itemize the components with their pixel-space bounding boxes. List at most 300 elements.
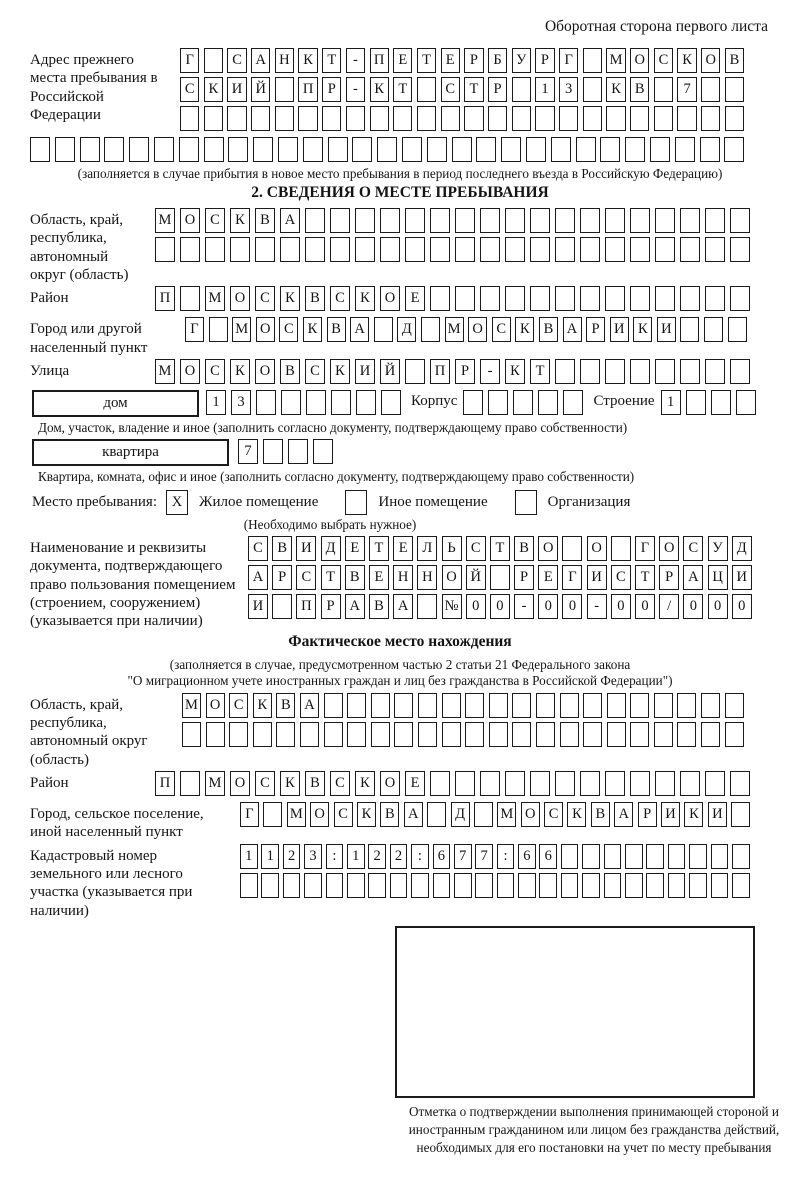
char-box xyxy=(455,771,475,796)
char-box: П xyxy=(155,286,175,311)
actual-city-label-text: Город, сельское поселение, иной населенный пункт xyxy=(30,806,204,841)
char-box xyxy=(480,286,500,311)
char-box: 7 xyxy=(238,439,258,464)
char-box: Е xyxy=(441,48,460,73)
char-box xyxy=(518,873,536,898)
char-box xyxy=(442,693,461,718)
char-box xyxy=(179,137,199,162)
char-box xyxy=(253,137,273,162)
char-box: Л xyxy=(417,536,437,561)
char-box: М xyxy=(497,802,516,827)
char-box: И xyxy=(708,802,727,827)
char-box xyxy=(561,844,579,869)
char-box: А xyxy=(563,317,582,342)
char-box xyxy=(724,137,744,162)
char-box xyxy=(322,106,341,131)
apartment-label-box xyxy=(32,439,229,466)
document-row-3 xyxy=(248,594,756,619)
char-box: М xyxy=(182,693,201,718)
char-box: Р xyxy=(659,565,679,590)
char-box: Т xyxy=(464,77,483,102)
char-box xyxy=(283,873,301,898)
actual-region-grid xyxy=(182,693,748,751)
char-box: К xyxy=(230,359,250,384)
char-box xyxy=(490,565,510,590)
char-box xyxy=(427,802,446,827)
char-box: С xyxy=(330,771,350,796)
char-box: С xyxy=(492,317,511,342)
char-box xyxy=(505,237,525,262)
char-box: К xyxy=(677,48,696,73)
actual-region-label-text: Область, край, республика, автономный округ (область) xyxy=(30,696,148,768)
char-box xyxy=(251,106,270,131)
char-box xyxy=(705,286,725,311)
char-box: О xyxy=(206,693,225,718)
char-box: Р xyxy=(321,594,341,619)
char-box: 6 xyxy=(433,844,451,869)
house-row xyxy=(32,390,770,417)
char-box: И xyxy=(661,802,680,827)
char-box: 0 xyxy=(732,594,752,619)
char-box: 7 xyxy=(677,77,696,102)
char-box xyxy=(512,106,531,131)
char-box: Г xyxy=(635,536,655,561)
char-box xyxy=(393,106,412,131)
char-box xyxy=(562,536,582,561)
char-box: О xyxy=(538,536,558,561)
actual-region-row-1 xyxy=(182,693,748,718)
char-box: 6 xyxy=(518,844,536,869)
char-box xyxy=(352,137,372,162)
char-box xyxy=(736,390,756,415)
char-box xyxy=(465,722,484,747)
char-box: И xyxy=(296,536,316,561)
char-box xyxy=(677,722,696,747)
char-box xyxy=(480,771,500,796)
char-box: К xyxy=(567,802,586,827)
prev-address-row-2 xyxy=(180,77,749,102)
char-box xyxy=(347,873,365,898)
char-box xyxy=(154,137,174,162)
char-box: : xyxy=(411,844,429,869)
stamp-note: Отметка о подтверждении выполнения принимающей стороной и иностранным гражданином или лицом без гражданства действий, необходимых для его постановки на учет по месту пребывания xyxy=(408,1103,780,1155)
char-box xyxy=(480,208,500,233)
char-box xyxy=(680,771,700,796)
prev-address-label xyxy=(30,48,180,124)
char-box xyxy=(489,722,508,747)
char-box xyxy=(394,722,413,747)
char-box: Р xyxy=(535,48,554,73)
char-box: С xyxy=(205,359,225,384)
char-box xyxy=(711,873,729,898)
char-box: Ц xyxy=(708,565,728,590)
char-box xyxy=(255,237,275,262)
char-box xyxy=(730,237,750,262)
char-box xyxy=(654,77,673,102)
char-box xyxy=(705,208,725,233)
char-box xyxy=(668,844,686,869)
char-box: Е xyxy=(369,565,389,590)
stay-checkbox-residential: X xyxy=(166,490,188,515)
char-box xyxy=(370,106,389,131)
char-box xyxy=(505,286,525,311)
char-box xyxy=(677,693,696,718)
char-box xyxy=(304,873,322,898)
char-box xyxy=(405,359,425,384)
char-box: Т xyxy=(417,48,436,73)
char-box: К xyxy=(280,286,300,311)
char-box xyxy=(728,317,747,342)
prev-address-field xyxy=(30,48,770,135)
char-box xyxy=(280,237,300,262)
char-box: 2 xyxy=(368,844,386,869)
cadastre-grid xyxy=(240,844,753,902)
char-box: Р xyxy=(322,77,341,102)
char-box: Р xyxy=(464,48,483,73)
char-box xyxy=(300,722,319,747)
char-box xyxy=(306,390,326,415)
char-box: А xyxy=(345,594,365,619)
char-box: В xyxy=(514,536,534,561)
char-box: М xyxy=(155,359,175,384)
char-box xyxy=(390,873,408,898)
char-box xyxy=(704,317,723,342)
char-box xyxy=(205,237,225,262)
char-box xyxy=(488,390,508,415)
char-box xyxy=(230,237,250,262)
char-box: Н xyxy=(417,565,437,590)
char-box xyxy=(725,722,744,747)
char-box xyxy=(182,722,201,747)
char-box xyxy=(539,873,557,898)
char-box: П xyxy=(296,594,316,619)
char-box xyxy=(680,286,700,311)
char-box: К xyxy=(355,286,375,311)
char-box: Р xyxy=(514,565,534,590)
char-box: Е xyxy=(345,536,365,561)
char-box: У xyxy=(708,536,728,561)
char-box xyxy=(611,536,631,561)
house-note: Дом, участок, владение и иное (заполнить согласно документу, подтверждающему право собственности) xyxy=(38,419,628,435)
char-box xyxy=(563,390,583,415)
char-box xyxy=(730,208,750,233)
char-box xyxy=(725,77,744,102)
char-box xyxy=(580,359,600,384)
char-box: С xyxy=(654,48,673,73)
char-box xyxy=(417,594,437,619)
char-box: О xyxy=(255,359,275,384)
char-box xyxy=(377,137,397,162)
char-box xyxy=(700,137,720,162)
char-box: В xyxy=(725,48,744,73)
char-box xyxy=(278,137,298,162)
char-box: 1 xyxy=(347,844,365,869)
city-label xyxy=(30,317,185,357)
char-box xyxy=(313,439,333,464)
char-box xyxy=(701,77,720,102)
char-box xyxy=(430,208,450,233)
char-box: Г xyxy=(240,802,259,827)
char-box: Д xyxy=(732,536,752,561)
char-box xyxy=(600,137,620,162)
char-box xyxy=(606,106,625,131)
char-box xyxy=(582,873,600,898)
char-box: С xyxy=(229,693,248,718)
cadastre-row-1 xyxy=(240,844,753,869)
char-box xyxy=(689,844,707,869)
char-box: Й xyxy=(251,77,270,102)
char-box: О xyxy=(442,565,462,590)
char-box xyxy=(732,844,750,869)
char-box xyxy=(580,237,600,262)
char-box xyxy=(559,106,578,131)
stay-type-label: Место пребывания: xyxy=(32,494,157,511)
char-box xyxy=(625,844,643,869)
stay-option-other-premises: Иное помещение xyxy=(378,494,488,511)
char-box xyxy=(347,693,366,718)
section2-title: 2. СВЕДЕНИЯ О МЕСТЕ ПРЕБЫВАНИЯ xyxy=(251,184,549,202)
char-box xyxy=(155,237,175,262)
document-grid xyxy=(248,536,756,623)
char-box: : xyxy=(326,844,344,869)
char-box xyxy=(417,77,436,102)
char-box: Е xyxy=(405,771,425,796)
char-box xyxy=(530,237,550,262)
char-box xyxy=(646,873,664,898)
region-field xyxy=(30,208,770,284)
char-box xyxy=(430,771,450,796)
char-box: Т xyxy=(635,565,655,590)
district-label xyxy=(30,286,155,307)
char-box xyxy=(324,693,343,718)
char-box: Т xyxy=(530,359,550,384)
char-box: С xyxy=(180,77,199,102)
city-label-text: Город или другой населенный пункт xyxy=(30,321,148,356)
char-box xyxy=(526,137,546,162)
char-box xyxy=(324,722,343,747)
char-box xyxy=(680,359,700,384)
char-box xyxy=(630,722,649,747)
char-box xyxy=(583,693,602,718)
stamp-box xyxy=(395,926,755,1098)
char-box xyxy=(501,137,521,162)
char-box xyxy=(655,771,675,796)
char-box: Т xyxy=(490,536,510,561)
char-box xyxy=(530,286,550,311)
char-box: 0 xyxy=(635,594,655,619)
char-box xyxy=(228,137,248,162)
char-box xyxy=(405,237,425,262)
char-box: 3 xyxy=(231,390,251,415)
char-box xyxy=(328,137,348,162)
char-box: О xyxy=(630,48,649,73)
district-label-text: Район xyxy=(30,290,69,307)
char-box xyxy=(433,873,451,898)
actual-location-title: Фактическое место нахождения xyxy=(288,632,512,650)
char-box: М xyxy=(445,317,464,342)
char-box xyxy=(538,390,558,415)
char-box xyxy=(330,208,350,233)
char-box: С xyxy=(305,359,325,384)
char-box xyxy=(55,137,75,162)
char-box xyxy=(330,237,350,262)
char-box: : xyxy=(497,844,515,869)
char-box: № xyxy=(442,594,462,619)
char-box: К xyxy=(505,359,525,384)
char-box: О xyxy=(180,208,200,233)
char-box: О xyxy=(230,286,250,311)
char-box: И xyxy=(227,77,246,102)
char-box: О xyxy=(256,317,275,342)
street-row xyxy=(155,359,755,384)
char-box: Е xyxy=(405,286,425,311)
char-box: М xyxy=(287,802,306,827)
char-box: С xyxy=(334,802,353,827)
street-field xyxy=(30,359,770,388)
char-box: 2 xyxy=(390,844,408,869)
char-box xyxy=(576,137,596,162)
char-box: - xyxy=(480,359,500,384)
char-box xyxy=(583,48,602,73)
char-box xyxy=(204,137,224,162)
char-box: А xyxy=(280,208,300,233)
char-box xyxy=(512,77,531,102)
char-box xyxy=(305,237,325,262)
char-box: П xyxy=(298,77,317,102)
char-box xyxy=(686,390,706,415)
char-box xyxy=(605,771,625,796)
actual-district-label-text: Район xyxy=(30,775,69,792)
char-box: К xyxy=(298,48,317,73)
char-box: К xyxy=(606,77,625,102)
region-label xyxy=(30,208,155,284)
char-box: К xyxy=(370,77,389,102)
apartment-cells xyxy=(238,439,338,464)
char-box xyxy=(463,390,483,415)
char-box xyxy=(731,802,750,827)
char-box: 2 xyxy=(283,844,301,869)
char-box xyxy=(675,137,695,162)
char-box: К xyxy=(230,208,250,233)
char-box xyxy=(654,106,673,131)
apartment-row xyxy=(32,439,770,466)
char-box xyxy=(705,237,725,262)
char-box: И xyxy=(587,565,607,590)
char-box: В xyxy=(591,802,610,827)
cadastre-label xyxy=(30,844,240,920)
char-box xyxy=(625,137,645,162)
char-box xyxy=(680,208,700,233)
char-box: К xyxy=(515,317,534,342)
char-box xyxy=(380,237,400,262)
char-box xyxy=(305,208,325,233)
char-box xyxy=(582,844,600,869)
char-box xyxy=(204,48,223,73)
char-box xyxy=(206,722,225,747)
char-box xyxy=(288,439,308,464)
char-box xyxy=(605,208,625,233)
char-box: С xyxy=(296,565,316,590)
document-label xyxy=(30,536,248,630)
char-box xyxy=(555,237,575,262)
char-box: - xyxy=(346,77,365,102)
char-box xyxy=(418,693,437,718)
char-box: А xyxy=(300,693,319,718)
char-box: П xyxy=(430,359,450,384)
city-row xyxy=(185,317,751,342)
char-box xyxy=(418,722,437,747)
char-box xyxy=(551,137,571,162)
char-box xyxy=(476,137,496,162)
char-box xyxy=(630,359,650,384)
char-box xyxy=(680,237,700,262)
actual-location-note-1: (заполняется в случае, предусмотренном частью 2 статьи 21 Федерального закона xyxy=(169,656,631,672)
char-box: С xyxy=(255,771,275,796)
char-box xyxy=(263,802,282,827)
char-box xyxy=(227,106,246,131)
char-box: В xyxy=(327,317,346,342)
char-box: М xyxy=(232,317,251,342)
char-box: Г xyxy=(180,48,199,73)
char-box xyxy=(303,137,323,162)
char-box xyxy=(654,693,673,718)
actual-region-label xyxy=(30,693,182,769)
char-box xyxy=(560,722,579,747)
char-box xyxy=(536,722,555,747)
cadastre-row-2 xyxy=(240,873,753,898)
char-box xyxy=(530,208,550,233)
char-box xyxy=(180,771,200,796)
char-box: О xyxy=(380,771,400,796)
char-box xyxy=(701,722,720,747)
cadastre-label-text: Кадастровый номер земельного или лесного участка (указывается при наличии) xyxy=(30,847,193,919)
char-box xyxy=(455,208,475,233)
char-box: К xyxy=(355,771,375,796)
char-box xyxy=(331,390,351,415)
char-box: 6 xyxy=(539,844,557,869)
document-field xyxy=(30,536,770,630)
char-box xyxy=(730,359,750,384)
char-box: И xyxy=(248,594,268,619)
char-box: К xyxy=(303,317,322,342)
char-box: 0 xyxy=(538,594,558,619)
house-label-box xyxy=(32,390,199,417)
char-box xyxy=(605,359,625,384)
cadastre-field xyxy=(30,844,770,920)
char-box: С xyxy=(330,286,350,311)
actual-district-label xyxy=(30,771,155,792)
char-box xyxy=(281,390,301,415)
char-box xyxy=(371,722,390,747)
char-box: 0 xyxy=(562,594,582,619)
char-box: К xyxy=(633,317,652,342)
char-box: С xyxy=(205,208,225,233)
char-box: С xyxy=(466,536,486,561)
prev-address-row-4 xyxy=(30,137,770,162)
char-box xyxy=(630,208,650,233)
char-box xyxy=(371,693,390,718)
char-box: Р xyxy=(586,317,605,342)
char-box: С xyxy=(255,286,275,311)
street-label-text: Улица xyxy=(30,362,70,379)
char-box: С xyxy=(544,802,563,827)
char-box xyxy=(711,390,731,415)
char-box xyxy=(30,137,50,162)
stay-checkbox-other-premises xyxy=(345,490,367,515)
char-box xyxy=(701,106,720,131)
actual-district-field xyxy=(30,771,770,800)
char-box xyxy=(104,137,124,162)
